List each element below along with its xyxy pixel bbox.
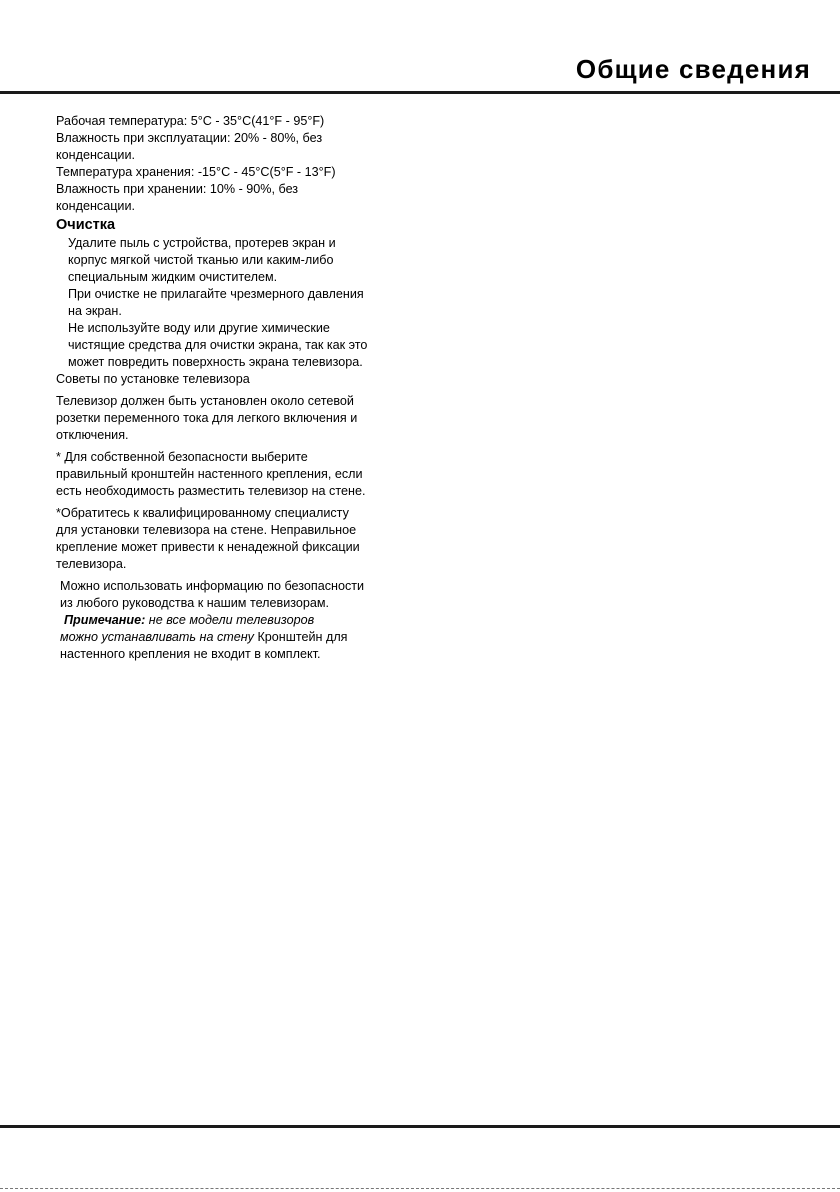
installation-line: *Обратитесь к квалифицированному специалисту bbox=[56, 506, 349, 520]
cleaning-heading: Очистка bbox=[56, 217, 116, 233]
installation-paragraph-specialist bbox=[56, 505, 406, 573]
installation-line: * Для собственной безопасности выберите bbox=[56, 450, 308, 464]
installation-paragraph-bracket bbox=[56, 449, 406, 500]
cleaning-line: Не используйте воду или другие химические bbox=[68, 321, 330, 335]
note-italic-text: не все модели телевизоров bbox=[145, 613, 315, 627]
cleaning-line: При очистке не прилагайте чрезмерного давления bbox=[68, 287, 364, 301]
installation-line: крепление может привести к ненадежной фиксации bbox=[56, 540, 360, 554]
cleaning-instructions bbox=[56, 235, 406, 371]
header-divider bbox=[0, 91, 840, 94]
installation-paragraph-outlet bbox=[56, 393, 406, 444]
specs-block bbox=[56, 113, 406, 215]
installation-heading-text: Советы по установке телевизора bbox=[56, 372, 250, 386]
installation-heading bbox=[56, 371, 406, 388]
bottom-edge-dots bbox=[0, 1188, 840, 1189]
note-tail-text: Кронштейн для bbox=[253, 630, 348, 644]
installation-line: для установки телевизора на стене. Неправильное bbox=[56, 523, 357, 537]
note-line-3: настенного крепления не входит в комплект. bbox=[60, 647, 321, 661]
operating-humidity-line-2: конденсации. bbox=[56, 148, 136, 162]
installation-line: отключения. bbox=[56, 428, 129, 442]
cleaning-line: чистящие средства для очистки экрана, так как это bbox=[68, 338, 368, 352]
installation-line: правильный кронштейн настенного крепления, если bbox=[56, 467, 363, 481]
cleaning-line: может повредить поверхность экрана телевизора. bbox=[68, 355, 363, 369]
main-content bbox=[56, 113, 406, 663]
note-italic-text: можно устанавливать на стену bbox=[60, 630, 254, 644]
note-line-2 bbox=[60, 629, 406, 646]
operating-temperature: Рабочая температура: 5°C - 35°C(41°F - 95°F) bbox=[56, 114, 325, 128]
installation-line: телевизора. bbox=[56, 557, 127, 571]
cleaning-line: на экран. bbox=[68, 304, 122, 318]
note-line-1 bbox=[60, 612, 406, 629]
installation-paragraph-safety-info bbox=[56, 578, 406, 663]
installation-line: розетки переменного тока для легкого включения и bbox=[56, 411, 358, 425]
storage-humidity-line-2: конденсации. bbox=[56, 199, 136, 213]
cleaning-line: корпус мягкой чистой тканью или каким-либо bbox=[68, 253, 334, 267]
installation-line: Можно использовать информацию по безопасности bbox=[60, 579, 365, 593]
cleaning-line: специальным жидким очистителем. bbox=[68, 270, 278, 284]
storage-humidity-line-1: Влажность при хранении: 10% - 90%, без bbox=[56, 182, 299, 196]
footer-divider bbox=[0, 1125, 840, 1128]
page-title: Общие сведения bbox=[575, 54, 811, 84]
installation-line: Телевизор должен быть установлен около сетевой bbox=[56, 394, 354, 408]
storage-temperature: Температура хранения: -15°C - 45°C(5°F - 13°F) bbox=[56, 165, 336, 179]
note-label: Примечание: bbox=[64, 613, 146, 627]
installation-line: из любого руководства к нашим телевизорам. bbox=[60, 596, 330, 610]
operating-humidity-line-1: Влажность при эксплуатации: 20% - 80%, без bbox=[56, 131, 323, 145]
cleaning-line: Удалите пыль с устройства, протерев экран и bbox=[68, 236, 336, 250]
installation-line: есть необходимость разместить телевизор на стене. bbox=[56, 484, 366, 498]
